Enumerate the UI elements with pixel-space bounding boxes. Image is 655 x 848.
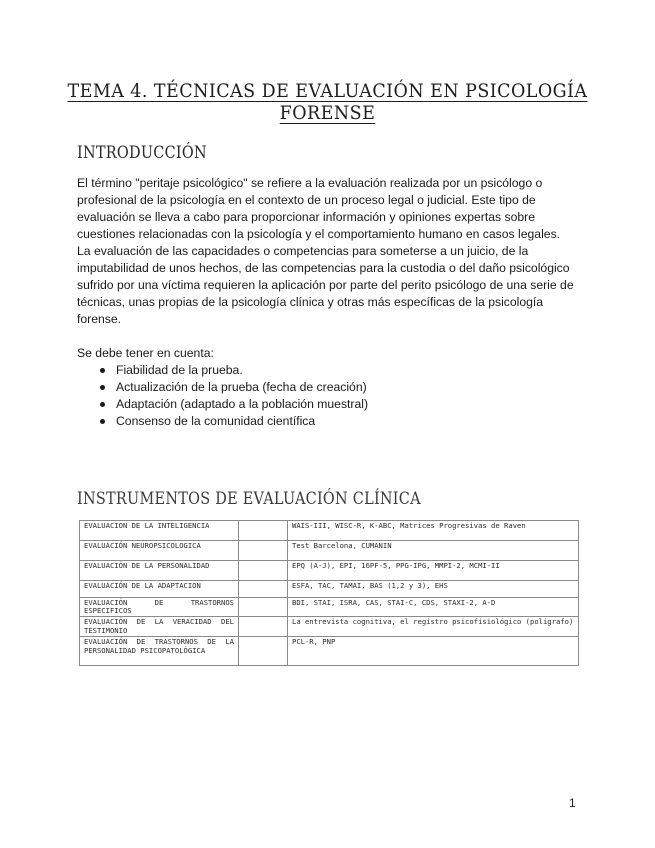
table-row xyxy=(80,637,579,666)
table-empty-cell xyxy=(239,581,288,598)
bullet-icon xyxy=(100,419,105,424)
introduction-paragraph-2: La evaluación de las capacidades o competencias para someterse a un juicio, de la imputabilidad de unos hechos, de las competencias para la custodia o del daño psicológico sufrido por una víctima requieren la aplicación por parte del perito psicólogo de una serie de técnicas, unas propias de la psicología clínica y otras más específicas de la psicología forense. xyxy=(77,244,574,326)
introduction-heading: INTRODUCCIÓN xyxy=(77,143,207,163)
table-row xyxy=(80,521,579,541)
instruments-table xyxy=(79,520,579,666)
page-title: TEMA 4. TÉCNICAS DE EVALUACIÓN EN PSICOLOGÍA FORENSE xyxy=(67,80,588,124)
bullet-icon xyxy=(100,385,105,390)
page-number: 1 xyxy=(569,796,576,810)
table-category-cell: EVALUACIÓN DE TRASTORNOS DE LA PERSONALIDAD PSICOPATOLÓGICA xyxy=(80,637,239,666)
table-category-cell: EVALUACIÓN DE LA VERACIDAD DEL TESTIMONIO xyxy=(80,617,239,637)
table-row xyxy=(80,598,579,617)
table-empty-cell xyxy=(239,598,288,617)
table-row xyxy=(80,561,579,581)
table-empty-cell xyxy=(239,617,288,637)
table-tests-cell: La entrevista cognitiva, el registro psicofisiológico (polígrafo) xyxy=(288,617,579,637)
table-empty-cell xyxy=(239,637,288,666)
table-empty-cell xyxy=(239,541,288,561)
instruments-heading: INSTRUMENTOS DE EVALUACIÓN CLÍNICA xyxy=(77,489,421,509)
table-tests-cell: PCL-R, PNP xyxy=(288,637,579,666)
table-category-cell: EVALUACIÓN DE LA ADAPTACION xyxy=(80,581,239,598)
table-row xyxy=(80,541,579,561)
table-row xyxy=(80,581,579,598)
table-tests-cell: BDI, STAI, ISRA, CAS, STAI-C, CDS, STAXI-2, A-D xyxy=(288,598,579,617)
list-item xyxy=(100,362,587,379)
introduction-paragraph-1: El término "peritaje psicológico" se refiere a la evaluación realizada por un psicólogo o profesional de la psicología en el contexto de un proceso legal o judicial. Este tipo de evaluación se lleva a cabo para proporcionar información y opiniones expertas sobre cuestiones relacionadas con la psicología y el comportamiento humano en casos legales. xyxy=(77,176,561,241)
table-empty-cell xyxy=(239,521,288,541)
table-tests-cell: EPQ (A-J), EPI, 16PF-5, PPG-IPG, MMPI-2, MCMI-II xyxy=(288,561,579,581)
paragraph-spacer xyxy=(77,328,587,345)
considerations-intro: Se debe tener en cuenta: xyxy=(77,346,214,360)
instruments-table-wrapper xyxy=(79,520,579,666)
table-category-cell: EVALUACION DE LA INTELIGENCIA xyxy=(80,521,239,541)
table-tests-cell: WAIS-III, WISC-R, K-ABC, Matrices Progresivas de Raven xyxy=(288,521,579,541)
table-category-cell: EVALUACIÓN DE TRASTORNOS ESPECIFICOS xyxy=(80,598,239,617)
considerations-list xyxy=(77,362,587,430)
introduction-body xyxy=(77,175,587,430)
table-tests-cell: ESFA, TAC, TAMAI, BAS (1,2 y 3), EHS xyxy=(288,581,579,598)
table-category-cell: EVALUACIÓN DE LA PERSONALIDAD xyxy=(80,561,239,581)
table-category-cell: EVALUACIÓN NEUROPSICOLOGICA xyxy=(80,541,239,561)
list-item xyxy=(100,379,587,396)
table-tests-cell: Test Barcelona, CUMANIN xyxy=(288,541,579,561)
list-item-text: Actualización de la prueba (fecha de creación) xyxy=(116,380,367,394)
table-empty-cell xyxy=(239,561,288,581)
list-item-text: Adaptación (adaptado a la población muestral) xyxy=(116,397,369,411)
list-item-text: Fiabilidad de la prueba. xyxy=(116,363,243,377)
list-item-text: Consenso de la comunidad científica xyxy=(116,414,316,428)
table-row xyxy=(80,617,579,637)
list-item xyxy=(100,413,587,430)
bullet-icon xyxy=(100,368,105,373)
list-item xyxy=(100,396,587,413)
bullet-icon xyxy=(100,402,105,407)
